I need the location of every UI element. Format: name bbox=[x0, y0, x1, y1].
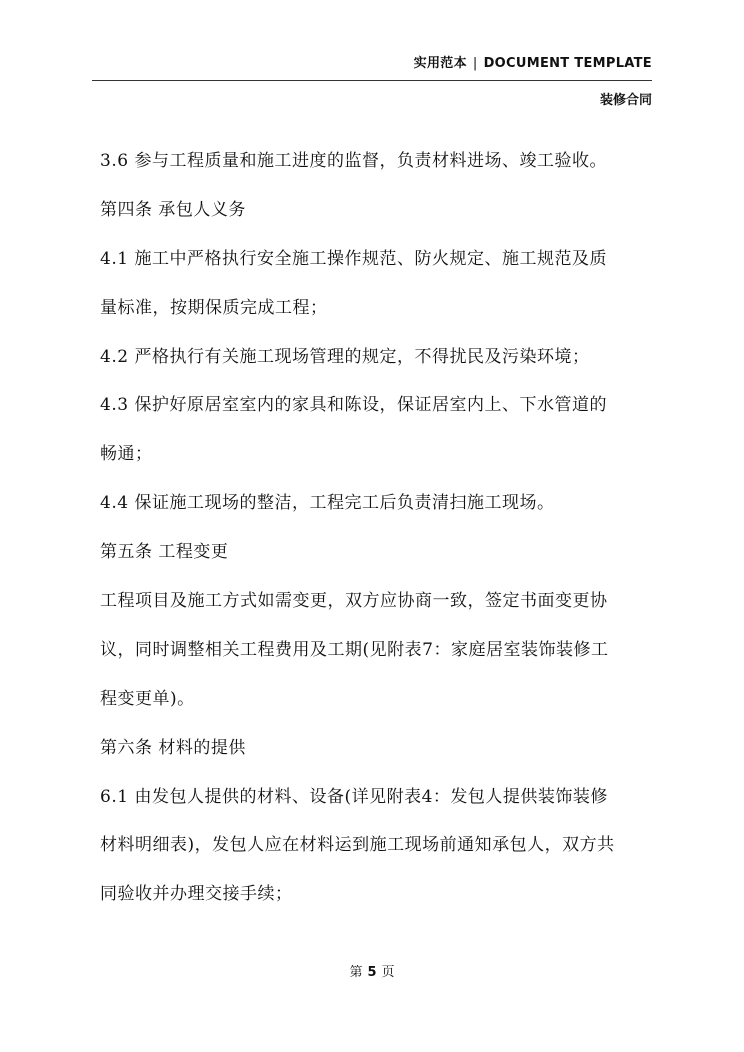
document-body bbox=[100, 137, 660, 919]
page-suffix: 页 bbox=[381, 965, 395, 980]
body-line: 3.6 参与工程质量和施工进度的监督，负责材料进场、竣工验收。 bbox=[100, 151, 607, 171]
body-line: 4.3 保护好原居室室内的家具和陈设，保证居室内上、下水管道的 bbox=[100, 395, 607, 416]
body-line: 4.2 严格执行有关施工现场管理的规定，不得扰民及污染环境； bbox=[100, 346, 590, 367]
page-prefix: 第 bbox=[349, 965, 363, 980]
section-heading-article-4: 第四条 承包人义务 bbox=[100, 199, 246, 220]
header-separator: | bbox=[472, 56, 478, 71]
body-line: 材料明细表)，发包人应在材料运到施工现场前通知承包人，双方共 bbox=[100, 835, 615, 856]
document-header bbox=[414, 52, 652, 71]
header-label-en: DOCUMENT TEMPLATE bbox=[483, 56, 652, 71]
body-line: 程变更单)。 bbox=[100, 688, 195, 709]
page-footer bbox=[0, 961, 744, 980]
body-line: 量标准，按期保质完成工程； bbox=[100, 297, 328, 318]
section-heading-article-6: 第六条 材料的提供 bbox=[100, 737, 246, 758]
body-line: 工程项目及施工方式如需变更，双方应协商一致，签定书面变更协 bbox=[100, 591, 608, 612]
body-line: 4.1 施工中严格执行安全施工操作规范、防火规定、施工规范及质 bbox=[100, 248, 607, 269]
document-subtitle: 装修合同 bbox=[599, 93, 652, 108]
body-line: 同验收并办理交接手续； bbox=[100, 884, 293, 905]
page-number: 5 bbox=[367, 965, 377, 980]
body-line: 6.1 由发包人提供的材料、设备(详见附表4：发包人提供装饰装修 bbox=[100, 786, 608, 807]
header-label-cn: 实用范本 bbox=[413, 56, 467, 71]
body-line: 畅通； bbox=[100, 444, 153, 465]
section-heading-article-5: 第五条 工程变更 bbox=[100, 542, 229, 563]
body-line: 4.4 保证施工现场的整洁，工程完工后负责清扫施工现场。 bbox=[100, 493, 555, 514]
body-line: 议，同时调整相关工程费用及工期(见附表7：家庭居室装饰装修工 bbox=[100, 639, 609, 660]
header-divider bbox=[92, 80, 652, 81]
